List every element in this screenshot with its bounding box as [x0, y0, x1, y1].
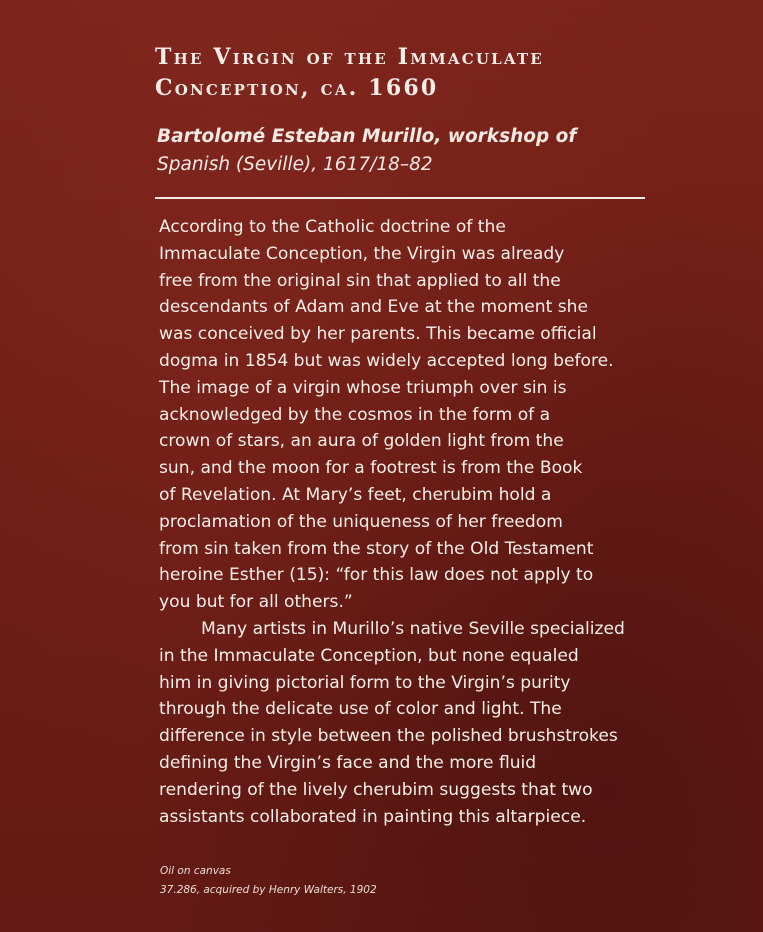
- paragraph-1-line: from sin taken from the story of the Old Testament: [159, 538, 594, 559]
- paragraph-2-line: in the Immaculate Conception, but none equaled: [159, 645, 579, 666]
- paragraph-1-line: acknowledged by the cosmos in the form of a: [159, 404, 551, 425]
- artwork-title: [155, 42, 715, 104]
- paragraph-2-line: through the delicate use of color and light. The: [159, 699, 562, 720]
- paragraph-1-line: heroine Esther (15): “for this law does not apply to: [159, 565, 594, 586]
- paragraph-2: [159, 616, 649, 830]
- title-line-2: Conception, ca. 1660: [155, 75, 439, 101]
- paragraph-2-line: Many artists in Murillo’s native Seville specialized: [201, 618, 625, 639]
- paragraph-2-line: defining the Virgin’s face and the more fluid: [159, 752, 537, 773]
- paragraph-1: [159, 214, 649, 616]
- paragraph-1-line: descendants of Adam and Eve at the moment she: [159, 297, 588, 318]
- paragraph-2-line: rendering of the lively cherubim suggests that two: [159, 779, 593, 800]
- divider-rule: [155, 197, 645, 199]
- paragraph-1-line: was conceived by her parents. This became official: [159, 324, 597, 345]
- paragraph-1-line: free from the original sin that applied to all the: [159, 270, 561, 291]
- accession-text: 37.286, acquired by Henry Walters, 1902: [160, 884, 377, 896]
- paragraph-1-line: According to the Catholic doctrine of the: [159, 217, 506, 237]
- paragraph-2-line: him in giving pictorial form to the Virgin’s purity: [159, 672, 571, 693]
- artist-origin: Spanish (Seville), 1617/18–82: [157, 154, 433, 175]
- paragraph-1-line: dogma in 1854 but was widely accepted long before.: [159, 350, 614, 371]
- paragraph-1-line: proclamation of the uniqueness of her freedom: [159, 511, 563, 532]
- paragraph-2-line: difference in style between the polished brushstrokes: [159, 726, 618, 747]
- paragraph-1-line: you but for all others.”: [159, 592, 353, 613]
- medium-text: Oil on canvas: [160, 865, 231, 877]
- artist-info: [157, 123, 576, 179]
- paragraph-1-line: crown of stars, an aura of golden light from the: [159, 431, 564, 452]
- paragraph-2-line: assistants collaborated in painting this altarpiece.: [159, 806, 587, 827]
- paragraph-1-line: The image of a virgin whose triumph over sin is: [159, 377, 567, 398]
- artist-name: Bartolomé Esteban Murillo, workshop of: [157, 126, 577, 147]
- paragraph-1-line: sun, and the moon for a footrest is from the Book: [159, 458, 583, 479]
- label-description: [159, 214, 649, 830]
- title-line-1: The Virgin of the Immaculate: [155, 44, 544, 70]
- object-caption: [160, 862, 377, 900]
- paragraph-1-line: of Revelation. At Mary’s feet, cherubim hold a: [159, 484, 552, 505]
- paragraph-1-line: Immaculate Conception, the Virgin was already: [159, 243, 565, 264]
